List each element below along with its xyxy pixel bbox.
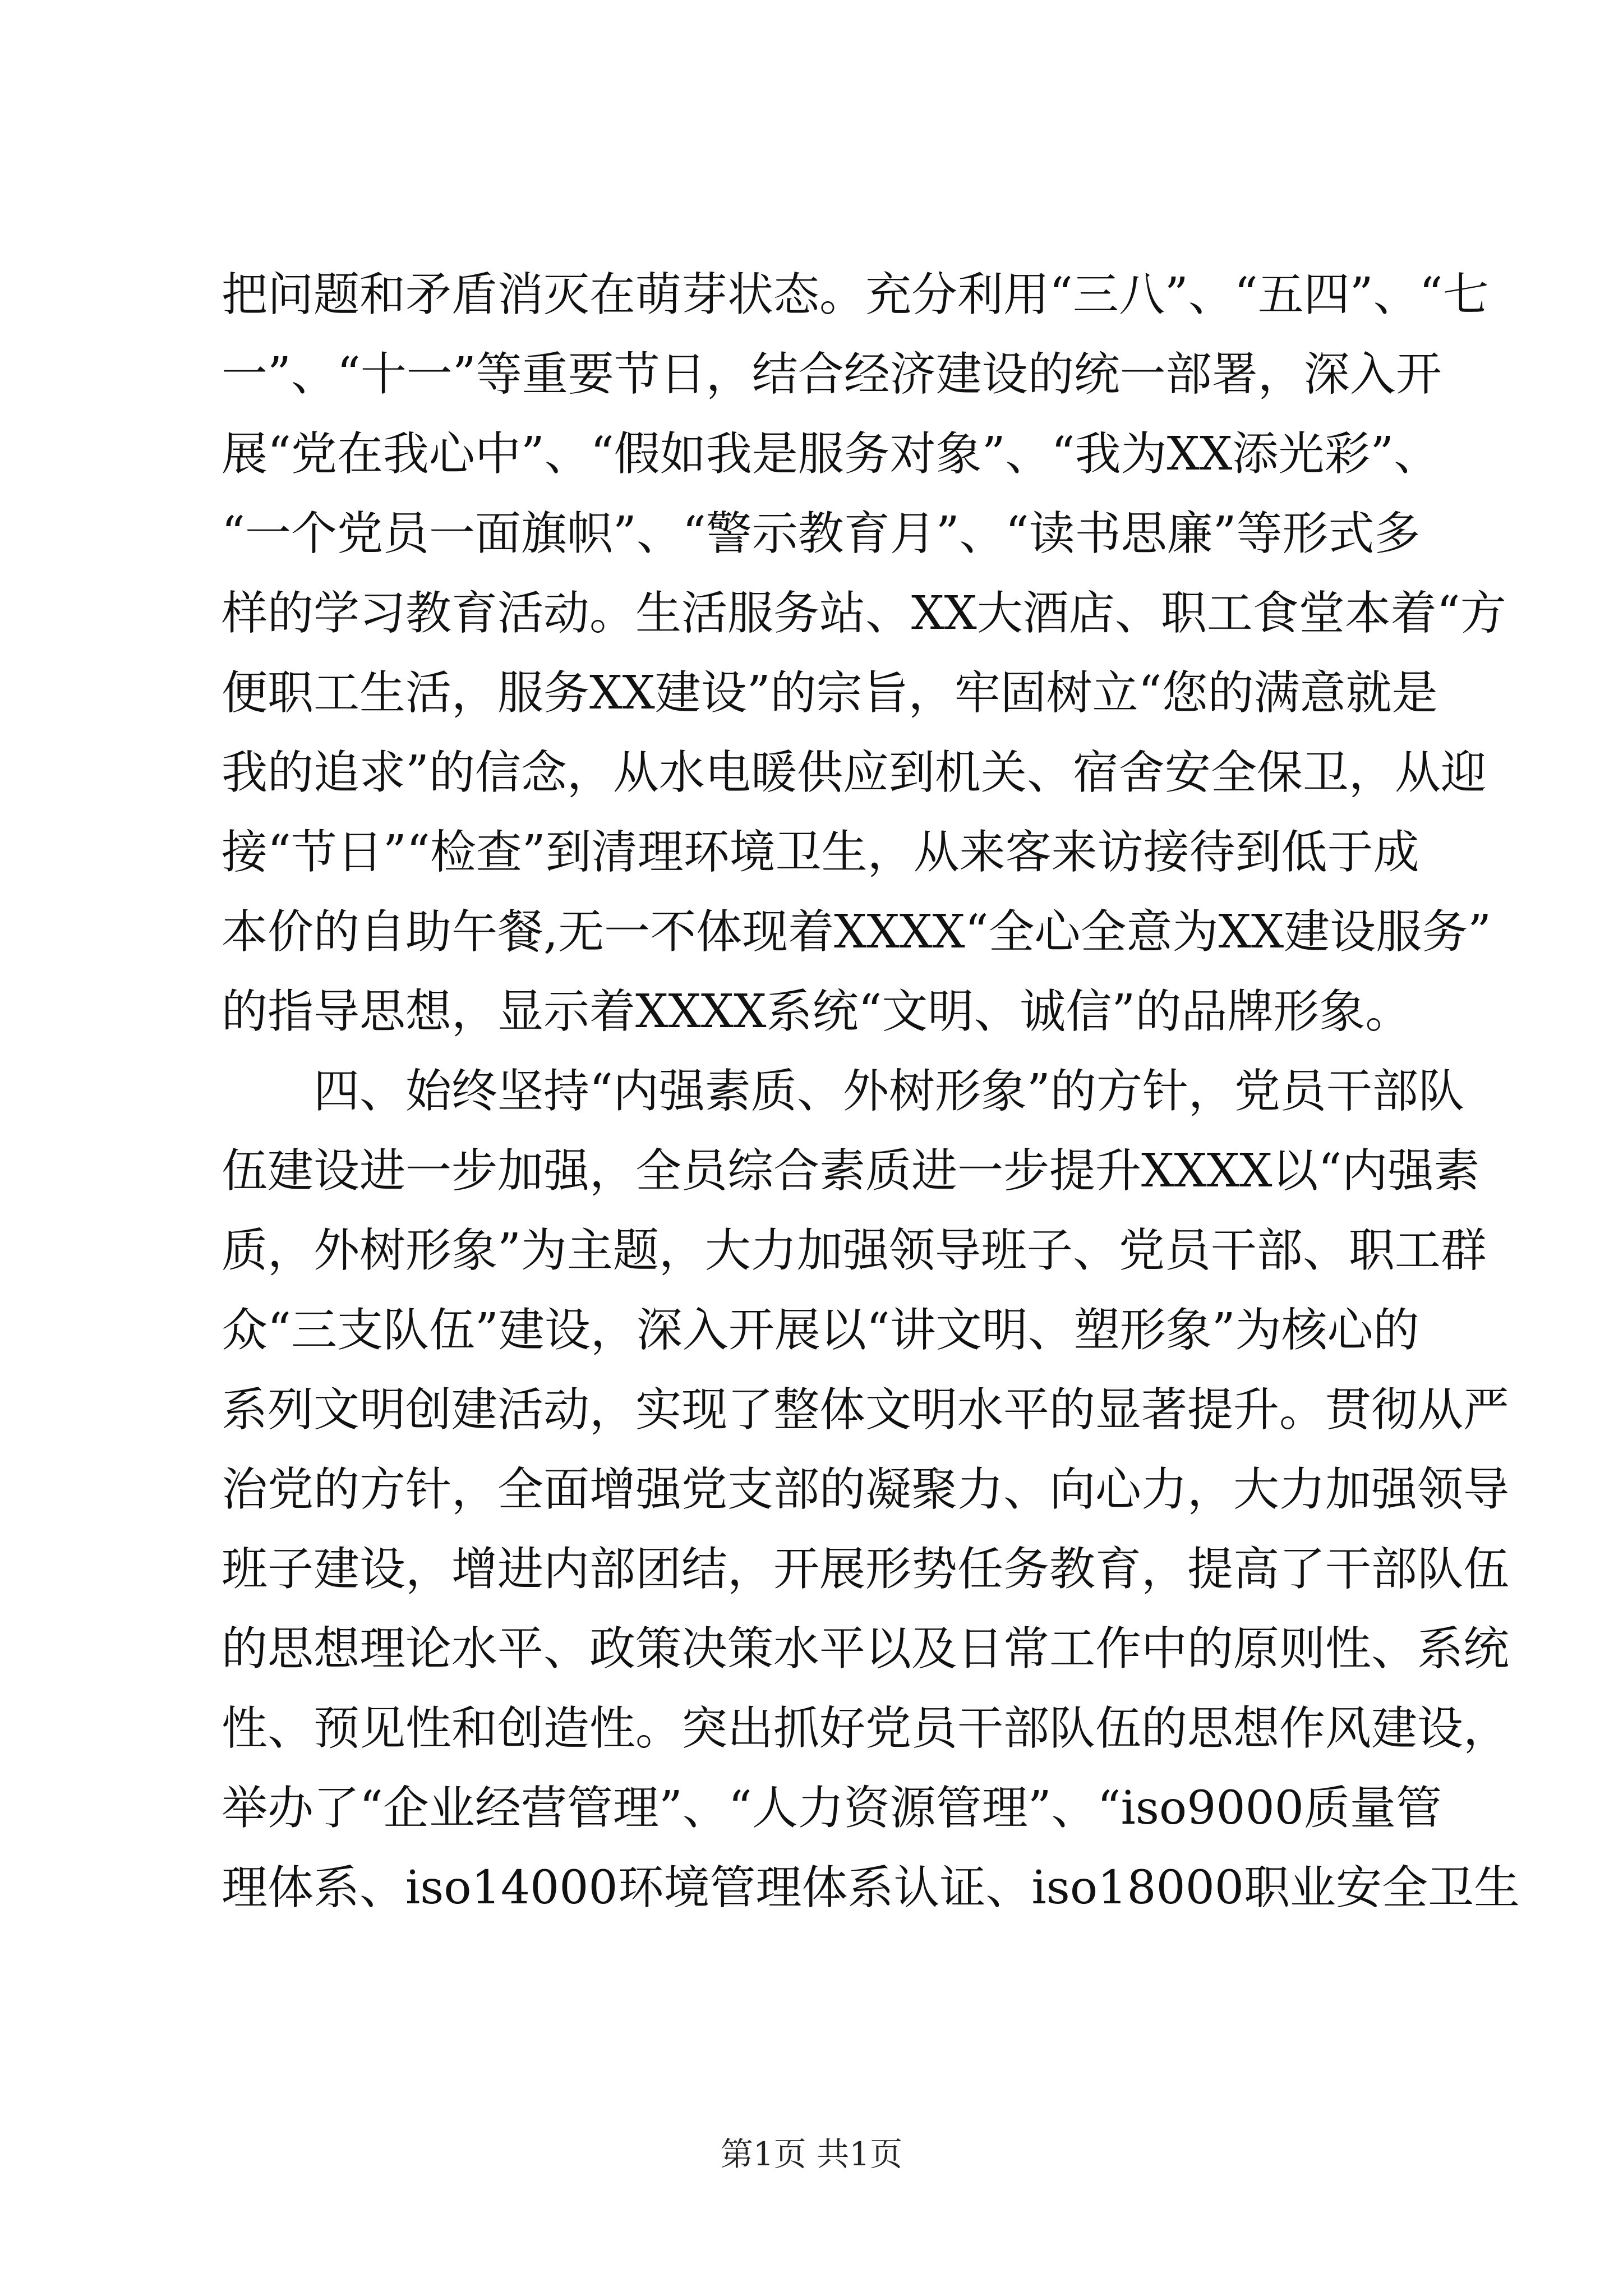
text-line: 的指导思想，显示着XXXX系统“文明、诚信”的品牌形象。 — [222, 985, 1412, 1038]
text-line: 治党的方针，全面增强党支部的凝聚力、向心力，大力加强领导 — [222, 1463, 1510, 1516]
body-text — [222, 255, 1520, 1928]
text-line: 样的学习教育活动。生活服务站、XX大酒店、职工食堂本着“方 — [222, 587, 1506, 640]
text-line: 质，外树形象”为主题，大力加强领导班子、党员干部、职工群 — [222, 1224, 1487, 1277]
text-line: 系列文明创建活动，实现了整体文明水平的显著提升。贯彻从严 — [222, 1383, 1510, 1437]
text-line: 接“节日”“检查”到清理环境卫生，从来客来访接待到低于成 — [222, 826, 1419, 879]
page-number-footer: 第1页 共1页 — [720, 2135, 903, 2173]
text-line: 本价的自助午餐,无一不体现着XXXX“全心全意为XX建设服务” — [222, 905, 1492, 959]
text-line: 举办了“企业经营管理”、“人力资源管理”、“iso9000质量管 — [222, 1782, 1442, 1835]
text-line: 我的追求”的信念，从水电暖供应到机关、宿舍安全保卫，从迎 — [222, 746, 1487, 799]
text-line: 众“三支队伍”建设，深入开展以“讲文明、塑形象”为核心的 — [222, 1304, 1419, 1357]
text-line: 理体系、iso14000环境管理体系认证、iso18000职业安全卫生 — [222, 1861, 1520, 1915]
text-line: 便职工生活，服务XX建设”的宗旨，牢固树立“您的满意就是 — [222, 666, 1438, 720]
text-line: 的思想理论水平、政策决策水平以及日常工作中的原则性、系统 — [222, 1622, 1510, 1676]
text-line: “一个党员一面旗帜”、“警示教育月”、“读书思廉”等形式多 — [222, 507, 1421, 560]
text-line: 性、预见性和创造性。突出抓好党员干部队伍的思想作风建设， — [222, 1702, 1510, 1755]
text-line: 一”、“十一”等重要节日，结合经济建设的统一部署，深入开 — [222, 348, 1442, 401]
text-line: 班子建设，增进内部团结，开展形势任务教育，提高了干部队伍 — [222, 1543, 1510, 1596]
text-line: 伍建设进一步加强，全员综合素质进一步提升XXXX以“内强素 — [222, 1144, 1480, 1198]
text-line: 展“党在我心中”、“假如我是服务对象”、“我为XX添光彩”、 — [222, 427, 1440, 481]
text-line: 把问题和矛盾消灭在萌芽状态。充分利用“三八”、“五四”、“七 — [222, 268, 1489, 321]
paragraph-start-line: 四、始终坚持“内强素质、外树形象”的方针，党员干部队 — [313, 1065, 1464, 1118]
